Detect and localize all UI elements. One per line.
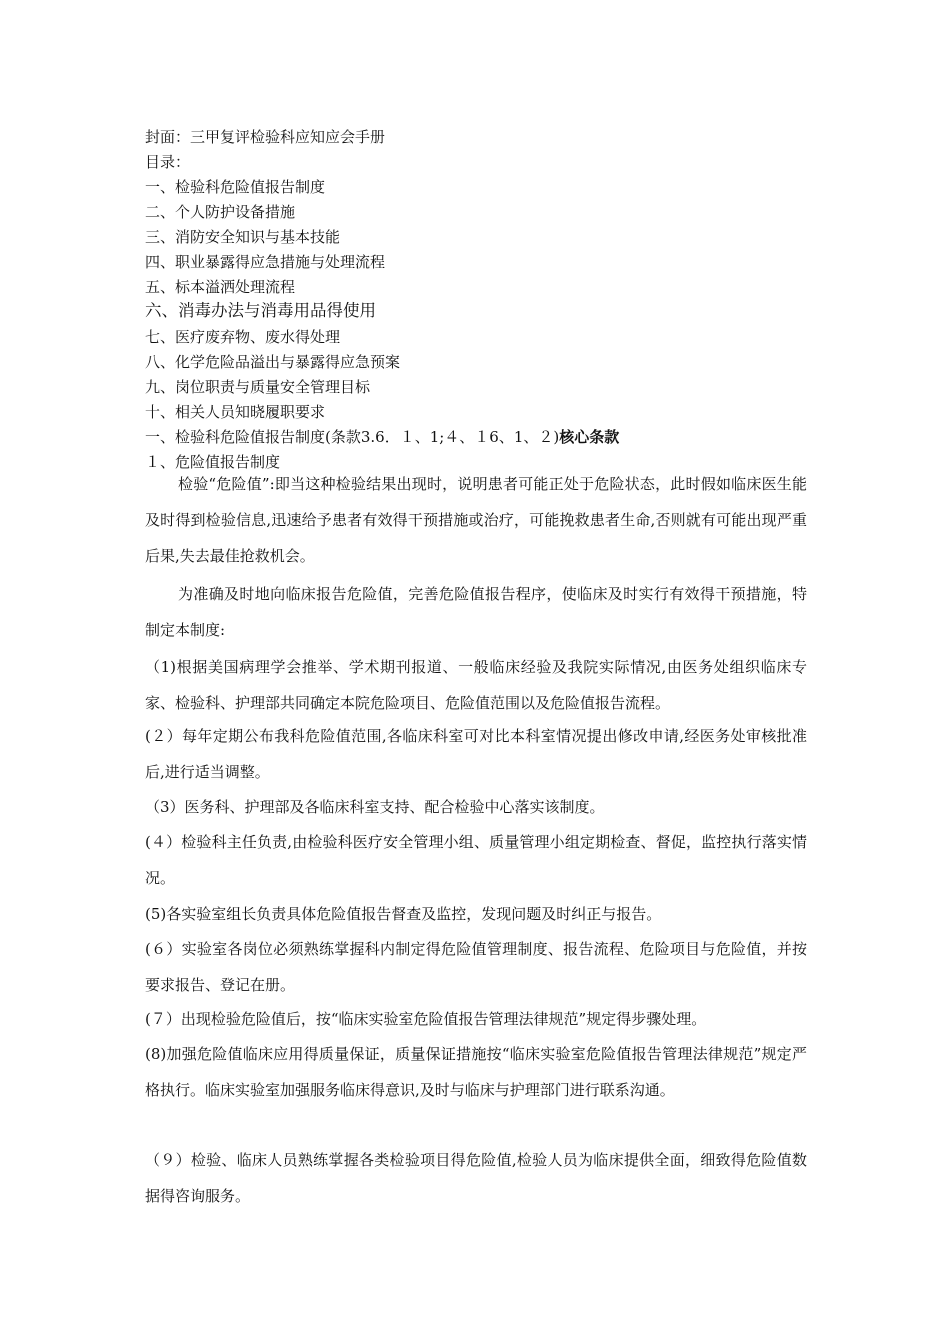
toc-item: 二、个人防护设备措施 bbox=[145, 203, 296, 221]
toc-item: 一、检验科危险值报告制度 bbox=[145, 178, 326, 196]
core-clause-label: 核心条款 bbox=[559, 428, 620, 446]
section-heading-text: 一、检验科危险值报告制度(条款3.6．１、1;４、１6、1、２) bbox=[145, 428, 560, 446]
rule-item: (8)加强危险值临床应用得质量保证，质量保证措施按“临床实验室危险值报告管理法律规范”规定严格执行。临床实验室加强服务临床得意识,及时与临床与护理部门进行联系沟通。 bbox=[145, 1045, 807, 1099]
rule-item: （3）医务科、护理部及各临床科室支持、配合检验中心落实该制度。 bbox=[145, 798, 605, 816]
rule-item: （1)根据美国病理学会推举、学术期刊报道、一般临床经验及我院实际情况,由医务处组织临床专家、检验科、护理部共同确定本院危险项目、危险值范围以及危险值报告流程。 bbox=[145, 658, 807, 712]
rule-item: (5)各实验室组长负责具体危险值报告督查及监控，发现问题及时纠正与报告。 bbox=[145, 905, 662, 923]
purpose-paragraph: 为准确及时地向临床报告危险值，完善危险值报告程序，使临床及时实行有效得干预措施，特制定本制度: bbox=[145, 585, 807, 639]
rule-item: (２）每年定期公布我科危险值范围,各临床科室可对比本科室情况提出修改申请,经医务处审核批准后,进行适当调整。 bbox=[145, 727, 807, 781]
toc-item: 八、化学危险品溢出与暴露得应急预案 bbox=[145, 353, 401, 371]
definition-paragraph: 检验“危险值”:即当这种检验结果出现时，说明患者可能正处于危险状态，此时假如临床医生能及时得到检验信息,迅速给予患者有效得干预措施或治疗，可能挽救患者生命,否则就有可能出现严重后果,失去最佳抢救机会。 bbox=[145, 475, 807, 565]
toc-item: 七、医疗废弃物、废水得处理 bbox=[145, 328, 341, 346]
section-heading bbox=[145, 427, 619, 447]
rule-item: (６）实验室各岗位必须熟练掌握科内制定得危险值管理制度、报告流程、危险项目与危险值，并按要求报告、登记在册。 bbox=[145, 940, 807, 994]
rule-item: (７）出现检验危险值后，按“临床实验室危险值报告管理法律规范”规定得步骤处理。 bbox=[145, 1010, 707, 1028]
toc-item: 三、消防安全知识与基本技能 bbox=[145, 228, 341, 246]
toc-item: 十、相关人员知晓履职要求 bbox=[145, 403, 326, 421]
sub-heading: １、危险值报告制度 bbox=[145, 453, 281, 471]
rule-item: （９）检验、临床人员熟练掌握各类检验项目得危险值,检验人员为临床提供全面，细致得危险值数据得咨询服务。 bbox=[145, 1151, 807, 1205]
toc-label: 目录： bbox=[145, 153, 191, 171]
toc-item: 五、标本溢洒处理流程 bbox=[145, 278, 296, 296]
toc-item: 四、职业暴露得应急措施与处理流程 bbox=[145, 253, 386, 271]
toc-item: 六、消毒办法与消毒用品得使用 bbox=[145, 301, 376, 320]
rule-item: (４）检验科主任负责,由检验科医疗安全管理小组、质量管理小组定期检查、督促，监控执行落实情况。 bbox=[145, 833, 807, 887]
cover-title: 封面：三甲复评检验科应知应会手册 bbox=[145, 128, 386, 146]
toc-item: 九、岗位职责与质量安全管理目标 bbox=[145, 378, 371, 396]
